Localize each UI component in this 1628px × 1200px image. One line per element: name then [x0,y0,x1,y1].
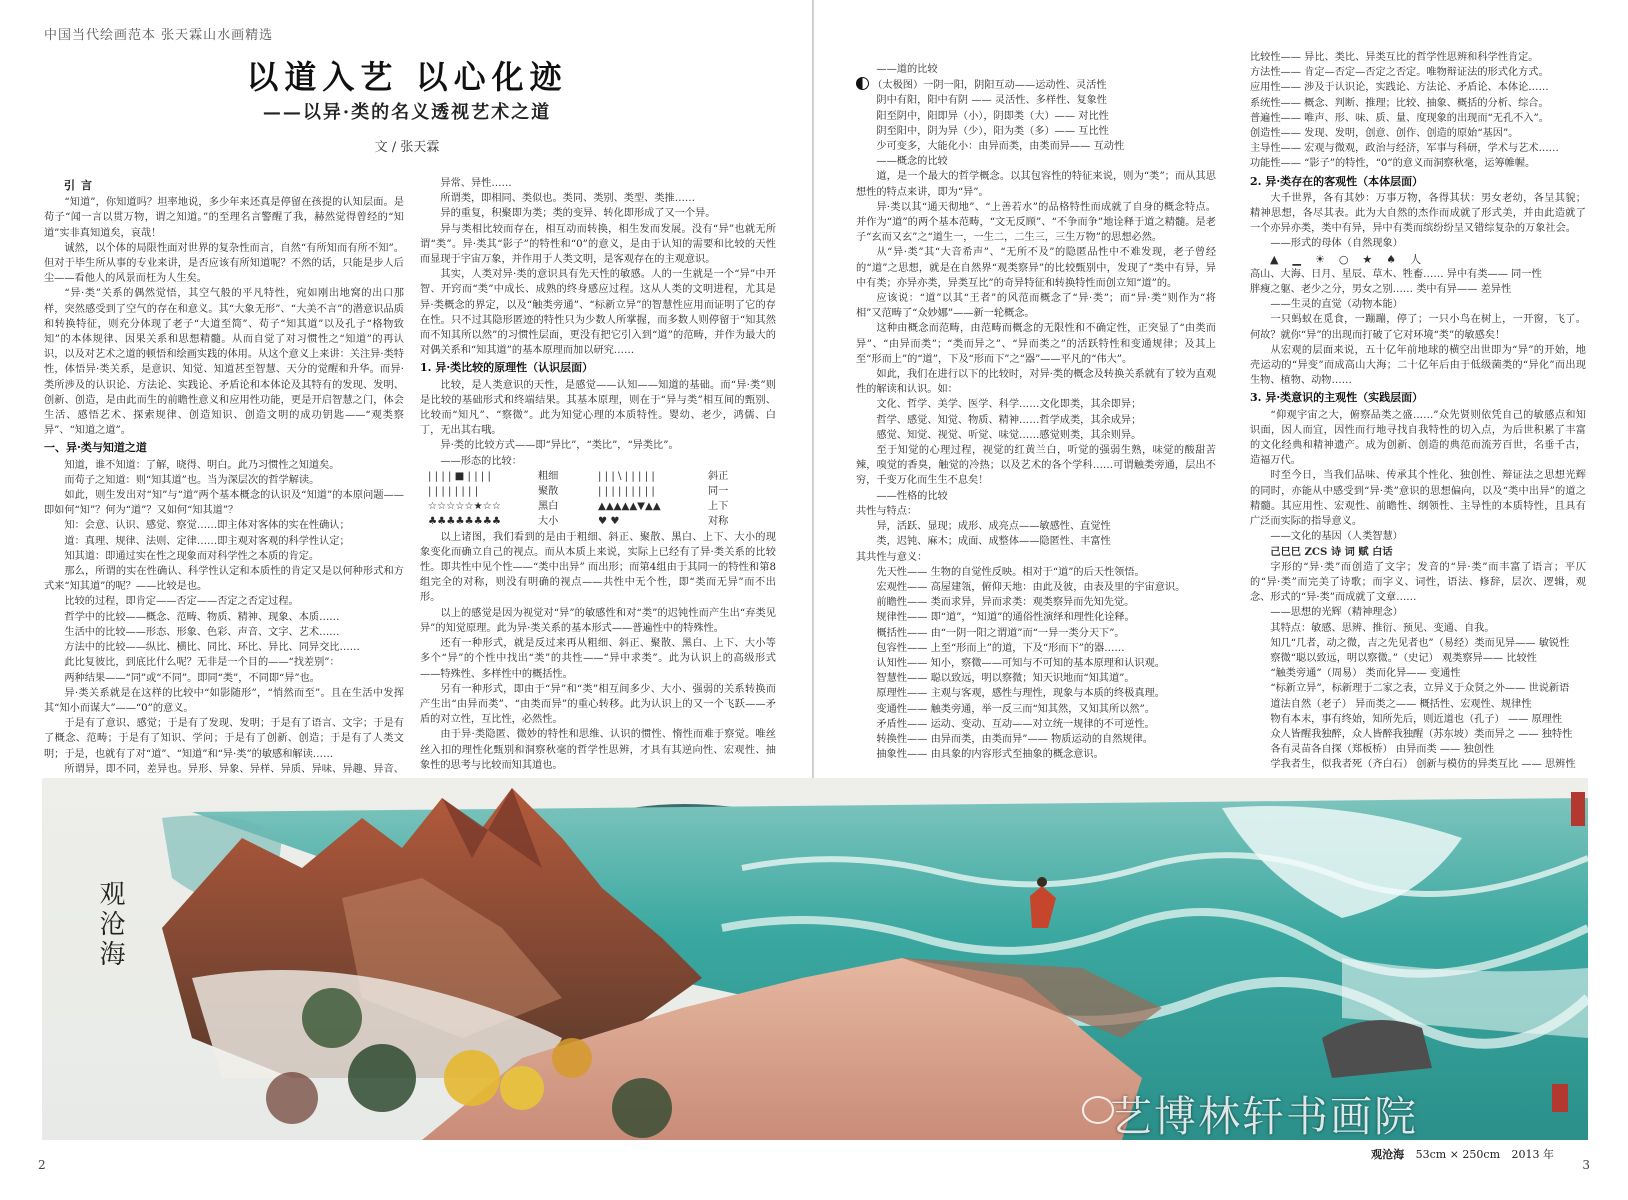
paragraph: 异与类相比较而存在，相互动而转换，相生发而发展。没有“异”也就无所谓“类”。异·类其“影子”的特性和“0”的意义，是由于认知的需要和比较的天性而显现于宇宙万象，并作用于人类文明，是客观存在的主观意识。 [420,223,776,266]
paragraph: 认知性—— 知小，察微——可知与不可知的基本原理和认识观。 [876,657,1165,669]
paragraph: 转换性—— 由异而类，由类而异”—— 物质运动的自然规律。 [876,733,1153,745]
paragraph: 众人皆醒我独醉，众人皆醉我独醒（苏东坡）类而异之 —— 独特性 [1270,728,1573,740]
paragraph: 从宏观的层面来说，五十亿年前地球的横空出世即为“异”的开始，地壳运动的“异变”而成高山大海；二十亿年后由于低级菌类的“异化”而出现生物、植物、动物…… [1250,344,1586,387]
paragraph: 所谓异，即不同，差异也。异形、异象、异样、异质、异味、异趣、异音、 [64,763,404,775]
paragraph: 方法中的比较——纵比、横比、同比、环比、异比、同异交比…… [64,642,360,654]
moon-icon: ○ [1338,252,1349,266]
paragraph: 由于异·类隐匿、微妙的特性和思维、认识的惯性、惰性而难于察觉。唯丝丝入扣的理性化甄别和洞察秋毫的哲学性思辨，才具有其逆向性、宏观性、抽象性的思考与比较而知其道也。 [420,729,776,771]
paragraph: ——形式的母体（自然现象） [1270,238,1403,250]
paragraph: 道法自然（老子） 异而类之—— 概括性、宏观性、规律性 [1270,698,1532,710]
paragraph: 规律性—— 即“道”，“知道”的通俗性演绎和理性化诠释。 [876,612,1135,624]
paragraph: 学我者生，似我者死（齐白石） 创新与模仿的异类互比 —— 思辨性 [1270,759,1576,771]
paragraph: （太极图）一阴一阳，阴阳互动——运动性、灵活性 [856,77,1216,93]
paragraph: 各有灵苗各自探（郑板桥） 由异而类 —— 独创性 [1270,744,1495,756]
paragraph: 而荀子之知道：则“知其道”也。当为深层次的哲学解读。 [64,474,320,486]
sea-icon: ▁ [1292,252,1301,266]
paragraph: 阴至阳中，阴为异（少），阳为类（多）—— 互比性 [876,125,1109,137]
paragraph: 诚然，以个体的局限性面对世界的复杂性而言，自然“有所知而有所不知”。但对于毕生所从事的专业来讲，是否应该有所知道呢？不然的话，只能是步人后尘——看他人的风景而枉为人生矣。 [44,242,404,285]
paragraph: 前瞻性—— 类而求异，异而求类：观类察异而先知先觉。 [876,597,1135,609]
paragraph: 哲学、感觉、知觉、物质、精神……哲学成类，其余成异； [876,414,1142,426]
paragraph: 功能性—— “影子”的特性，“0”的意义而洞察秋毫，运筹帷幄。 [1250,158,1536,170]
paragraph: 己巳巳 ZCS 诗 词 赋 白话 [1270,545,1393,558]
paragraph: 变通性—— 触类旁通，举一反三而“知其然，又知其所以然”。 [876,703,1155,715]
paragraph: 另有一种形式，即由于“异”和“类”相互间多少、大小、强弱的关系转换而产生出“由异而类”、“由类而异”的重心转移。此为认识上的又一个飞跃——矛盾的对立性，互比性，必然性。 [420,683,776,726]
paragraph: 知其道：即通过实在性之现象而对科学性之本质的肯定。 [64,550,320,562]
paragraph: 以上的感觉是因为视觉对“异”的敏感性和对“类”的迟钝性而产生出“弃类见异”的知觉原理。此为异·类关系的基本形式——普遍性中的特殊性。 [420,607,776,634]
chart-row: | | | | ■ | | | | 粗细 | | | \ | | | | | 斜正 [428,470,729,482]
paragraph: 异·类以其“通天彻地”、“上善若水”的品格特性而成就了自身的概念特点。并作为“道”的两个基本范畴，“文无反顾”、“不争而争”地诠释于道之精髓。是老子“玄而又玄”之“道生一，一生二，二生三，三生万物”的思想必然。 [856,201,1216,244]
paragraph: 其实，人类对异·类的意识具有先天性的敏感。人的一生就是一个“异”中开智、开窍而“类”中成长、成熟的终身感应过程。这从人类的文明进程，尤其是异·类概念的界定，以及“触类旁通”、“标新立异”的智慧性应用而证明了它的存在性。只不过其隐形匿迹的特性只为少数人所掌握，而多数人则停留于“知其然而不知其所以然”的习惯性层面，更没有把它引入到“道”的范畴，并作为最大的对偶关系和“知其道”的基本原理而加以研究…… [420,269,776,357]
paragraph: 这种由概念而范畴，由范畴而概念的无限性和不确定性，正突显了“由类而异”、“由异而类”；“类而异之”、“异而类之”的活跃特性和变通规律；及其上至“形而上”的“道”，下及“形而下”之“器”——平凡的“伟大”。 [856,323,1216,365]
paragraph: 智慧性—— 聪以致远，明以察微；知天识地而“知其道”。 [876,673,1135,685]
plant-icon: ♠ [1386,252,1397,266]
chart-row: ♣♣♣♣♣♣♣♣ 大小 ♥ ♥ 对称 [428,516,729,528]
text-column-1 [44,176,404,792]
watermark-text: 艺博林轩书画院 [1110,1092,1419,1141]
sun-icon: ☀ [1314,252,1325,266]
text-column-2 [420,176,776,773]
section-heading: 一、异·类与知道之道 [44,441,147,455]
paragraph: 两种结果——“同”或“不同”。即同“类”，不同即“异”也。 [64,672,320,684]
paragraph: 类，迟钝、麻木；成面、成整体——隐匿性、丰富性 [876,536,1111,548]
chart-row: ☆☆☆☆☆★☆☆ 黑白 ▲▲▲▲▲▼▲▲ 上下 [428,501,729,513]
paragraph: ——形态的比较： [440,455,522,467]
form-comparison-chart [420,469,776,530]
paragraph: 一只蚂蚁在觅食，一蹦蹦，停了；一只小鸟在树上，一开窗，飞了。何故？就你“异”的出现而打破了它对环境“类”的敏感矣！ [1250,314,1586,341]
paragraph: ——文化的基因（人类智慧） [1270,531,1403,543]
section-heading: 2. 异·类存在的客观性（本体层面） [1250,174,1424,188]
article-author: 文 / 张天霖 [374,140,440,155]
paragraph: 哲学中的比较——概念、范畴、物质、精神、现象、本质…… [64,611,340,623]
paragraph: 感觉、知觉、视觉、听觉、味觉……感觉则类，其余则异。 [876,429,1142,441]
paragraph: 异·类关系就是在这样的比较中“如影随形”，“悄然而至”。且在生活中发挥其“知小而谋大”——“0”的意义。 [44,687,404,714]
paragraph: 普遍性—— 唯声、形、味、质、量、度现象的出现而“无孔不入”。 [1250,112,1549,124]
text-column-3 [856,62,1216,762]
paragraph: 异·类的比较方式——即“异比”，“类比”，“异类比”。 [440,440,679,452]
star-icon: ★ [1362,252,1373,266]
article-subtitle: ——以异·类的名义透视艺术之道 [262,102,552,123]
paragraph: 宏观性—— 高屋建瓴，俯仰天地：由此及彼，由表及里的宇宙意识。 [876,581,1186,593]
paragraph: “标新立异”，标新理于二家之表，立异义于众贤之外—— 世说新语 [1270,683,1570,695]
paragraph: 应该说：“道”以其“王者”的风范而概念了“异·类”；而“异·类”则作为“将相”又范畴了“众妙娜”——新一轮概念。 [856,293,1216,320]
intro-heading: 引言 [64,179,98,192]
paragraph: 比较，是人类意识的天性，是感觉——认知——知道的基础。而“异·类”则是比较的基础形式和终端结果。其基本原理，则在于“异与类”相互间的甄别、比较而“知凡”、“察微”。此为知觉心理的本质特性。婴幼、老少，鸿儒、白丁，无出其右哦。 [420,379,776,437]
paragraph: 异，活跃、显现；成形、成亮点——敏感性、直觉性 [876,521,1111,533]
paragraph: ——概念的比较 [876,156,948,168]
paragraph: 阳至阴中，阳即异（小），阴即类（大）—— 对比性 [876,110,1109,122]
paragraph: 还有一种形式，就是反过来再从粗细、斜正、聚散、黑白、上下、大小等多个“异”的个性中找出“类”的共性——“异中求类”。此为认识上的高级形式——特殊性、多样性中的概括性。 [420,638,776,680]
caption-title: 观沧海 [1371,1148,1405,1161]
nature-symbols [1250,252,1586,267]
page-number-right: 3 [1582,1158,1590,1172]
paragraph: 主导性—— 宏观与微观，政治与经济，军事与科研，学术与艺术…… [1250,143,1559,155]
paragraph: 所谓类，即相同、类似也。类同、类别、类型、类推…… [440,193,696,205]
article-title: 以道入艺 以心化迹 [246,58,568,96]
paragraph: 异的重复，积聚即为类；类的变异、转化即形成了又一个异。 [440,208,716,220]
paragraph: “触类旁通”（周易） 类而化异—— 变通性 [1270,668,1461,680]
chart-row: | | | | | | | | 聚散 | | | | | | | | | 同一 [428,486,729,498]
text-column-4 [1250,50,1586,773]
paragraph: 概括性—— 由“一阴一阳之谓道”而“一异一类分天下”。 [876,627,1125,639]
paragraph: 此比复彼比，到底比什么呢？无非是一个目的——“找差别”： [64,657,340,669]
paragraph: 其共性与意义： [856,551,928,563]
paragraph: 察微“聪以致远，明以察微。”（史记） 观类察异—— 比较性 [1270,652,1537,664]
paragraph: 于是有了意识、感觉；于是有了发现、发明；于是有了语言、文字；于是有了概念、范畴；于是有了知识、学问；于是有了创新、创造；于是有了人类文明；于是，也就有了对“道”、“知道”和“异·类”的敏感和解读…… [44,718,404,760]
paragraph: 阴中有阳，阳中有阴 —— 灵活性、多样性、复象性 [876,95,1107,107]
paragraph: 原理性—— 主观与客观，感性与理性，现象与本质的终极真理。 [876,688,1165,700]
paragraph: 先天性—— 生物的自觉性反映。相对于“道”的后天性领悟。 [876,566,1145,578]
section-heading: 3. 异·类意识的主观性（实践层面） [1250,391,1424,405]
paragraph: 如此，则生发出对“知”与“道”两个基本概念的认识及“知道”的本原问题——即如何“知”？何为“道”？又如何“知其道”？ [44,490,404,517]
taichi-icon [856,77,869,90]
paragraph: 物有本末，事有终始，知所先后，则近道也（孔子） —— 原理性 [1270,713,1563,725]
paragraph: 共性与特点： [856,505,918,517]
paragraph: 异常、异性…… [440,178,512,189]
paragraph: 少可变多，大能化小：由异而类，由类而异—— 互动性 [876,141,1125,153]
paragraph: ——思想的光辉（精神理念） [1270,607,1403,619]
paragraph: “知道”，你知道吗？坦率地说，多少年来还真是停留在孩提的认知层面。是荀子“闻一言以贯万物，谓之知道。”的至理名言警醒了我，赫然觉得曾经的“知道”实非真知道矣，哀哉！ [44,197,404,239]
paragraph: 应用性—— 涉及于认识论，实践论、方法论、矛盾论、本体论…… [1250,82,1549,94]
paragraph: 其特点：敏感、思辨、推衍、预见、变通、自我。 [1270,622,1495,634]
paragraph: 知道，谁不知道：了解，晓得、明白。此乃习惯性之知道矣。 [64,459,340,471]
paragraph: 知：会意、认识、感觉、察觉……即主体对客体的实在性确认； [64,520,350,532]
mountain-icon: ▲ [1270,252,1279,266]
paragraph: 以上诸图，我们看到的是由于粗细、斜正、聚散、黑白、上下、大小的现象变化而确立自己的视点。而从本质上来说，实际上已经有了异·类关系的比较性。即共性中见个性——“类中出异” 而出形；而第4组由于其同一的特性和第8组完全的对称，则没有明确的视点——共性中无个性，即“类而无异”而不出形。 [420,531,776,604]
paragraph: 文化、哲学、美学、医学、科学……文化即类，其余即异； [876,399,1142,411]
paragraph: 包容性—— 上至“形而上”的道，下及“形而下”的器…… [876,642,1125,654]
paragraph: 道：真理、规律、法则、定律……即主观对客观的科学性认定； [64,535,350,547]
paragraph: 知几“几者，动之微，吉之先见者也”（易经）类而见异—— 敏锐性 [1270,637,1570,649]
paragraph: 比较性—— 异比、类比、异类互比的哲学性思辨和科学性肯定。 [1250,52,1539,63]
series-header: 中国当代绘画范本 张天霖山水画精选 [44,28,274,43]
paragraph: 创造性—— 发现、发明，创意、创作、创造的原始“基因”。 [1250,128,1519,140]
paragraph: 比较的过程，即肯定——否定——否定之否定过程。 [64,596,299,608]
paragraph: ——生灵的直觉（动物本能） [1270,299,1403,311]
paragraph: 方法性—— 肯定—否定—否定之否定。唯物辩证法的形式化方式。 [1250,67,1549,79]
artist-seal [1571,792,1585,826]
artist-seal [1552,1084,1568,1112]
paragraph: 道，是一个最大的哲学概念。以其包容性的特征来说，则为“类”；而从其思想性的特点来讲，即为“异”。 [856,171,1216,198]
paragraph: 字形的“异·类”而创造了文字；发音的“异·类”而丰富了语言；平仄的“异·类”而完美了诗歌；而字义、词性，语法、修辞，层次、逻辑，观念、形式的“异·类”而成就了文章…… [1250,561,1586,604]
paragraph: ——性格的比较 [876,490,948,502]
person-icon: 人 [1410,252,1422,266]
paragraph: 高山、大海、日月、星辰、草木、牲畜…… 异中有类—— 同一性 [1250,268,1542,280]
paragraph: 胖瘦之躯、老少之分，男女之别…… 类中有异—— 差异性 [1250,284,1512,296]
page-number-left: 2 [38,1158,46,1172]
paragraph: ——道的比较 [876,64,938,75]
paragraph: 生活中的比较——形态、形象、色彩、声音、文字、艺术…… [64,626,340,638]
paragraph: “异·类”关系的偶然觉悟，其空气般的平凡特性，宛如刚出地窝的出口那样，突然感受到了空气的存在和意义。其“大象无形”、“大美不言”的潜意识品质和转换特征，则充分体现了老子“大道至简”、荀子“知其道”以及孔子“格物致知”的本体规律、因果关系和思想精髓。从而自觉了对习惯性之“知道”的再认识，以及对艺术之道的顿悟和绘画实践的体用。从这个意义上来讲：关注异·类特性，体悟异·类关系，是意识、知觉、知道甚至智慧、天分的觉醒和升华。而异·类所涉及的认识论、方法论、实践论、矛盾论和本体论及其特有的发现、发明、创新、创造，是由此而生的前瞻性意义和应用性功能，更是开启智慧之门，体会生活、感悟艺术、探索规律、创造知识、创造文明的成功钥匙——“观类察异”、“知道之道”。 [44,288,404,437]
paragraph: 从“异·类”其“大音希声”、“无所不及”的隐匿品性中不难发现，老子曾经的“道”之思想，就是在自然界“观类察异”的比较甄别中，发现了“类中有异，异中有类；亦异亦类，异类互比”的奇异特征和转换特性而创立知“道”的。 [856,247,1216,289]
paragraph: “仰观宇宙之大，俯察品类之盛……”众先贤则依凭自己的敏感点和知识面，因人而宜，因性而行地寻找自我特性的切入点，为后世积累了丰富的文化经典和精神遗产。成为创新、创造的典范而流芳百世，名垂千古，造福万代。 [1250,409,1586,467]
painting-caption [1363,1146,1554,1162]
painting-inscription: 观沧海 [95,880,125,970]
paragraph: 抽象性—— 由具象的内容形式至抽象的概念意识。 [876,749,1104,761]
paragraph: 系统性—— 概念、判断、推理；比较、抽象、概括的分析、综合。 [1250,97,1549,109]
paragraph: 大千世界，各有其妙：万事万物，各得其状：男女老幼，各呈其貌；精神思想，各尽其表。此为大自然的杰作而成就了形式美，并由此造就了一个亦异亦类，类中有异，异中有类而缤纷纷呈又错综复杂的万象社会。 [1250,192,1586,235]
caption-size: 53cm × 250cm [1415,1148,1500,1161]
section-heading: 1. 异·类比较的原理性（认识层面） [420,361,594,375]
caption-year: 2013 年 [1511,1148,1554,1161]
paragraph: 矛盾性—— 运动、变动、互动——对立统一规律的不可逆性。 [876,718,1155,730]
paragraph: 至于知觉的心理过程，视觉的红黄兰白，听觉的强弱生熟，味觉的酸甜苦辣，嗅觉的香臭，触觉的冷热；以及艺术的各个学科……可谓触类旁通，层出不穷，千变万化而生生不息矣！ [856,445,1216,487]
paragraph: 如此，我们在进行以下的比较时，对异·类的概念及转换关系就有了较为直观性的解读和认识。如： [856,369,1216,396]
paragraph: 那么，所谓的实在性确认、科学性认定和本质性的肯定又是以何种形式和方式来“知其道”的呢？——比较是也。 [44,566,404,593]
paragraph: 时至今日，当我们品味、传承其个性化、独创性、辩证法之思想光辉的同时，亦能从中感受到“异·类”意识的思想偏向，以及“类中出异”的道之精髓。其应用性、宏观性、前瞻性、纲领性、主导性的本质特性，且具有广泛而实际的指导意义。 [1250,470,1586,528]
